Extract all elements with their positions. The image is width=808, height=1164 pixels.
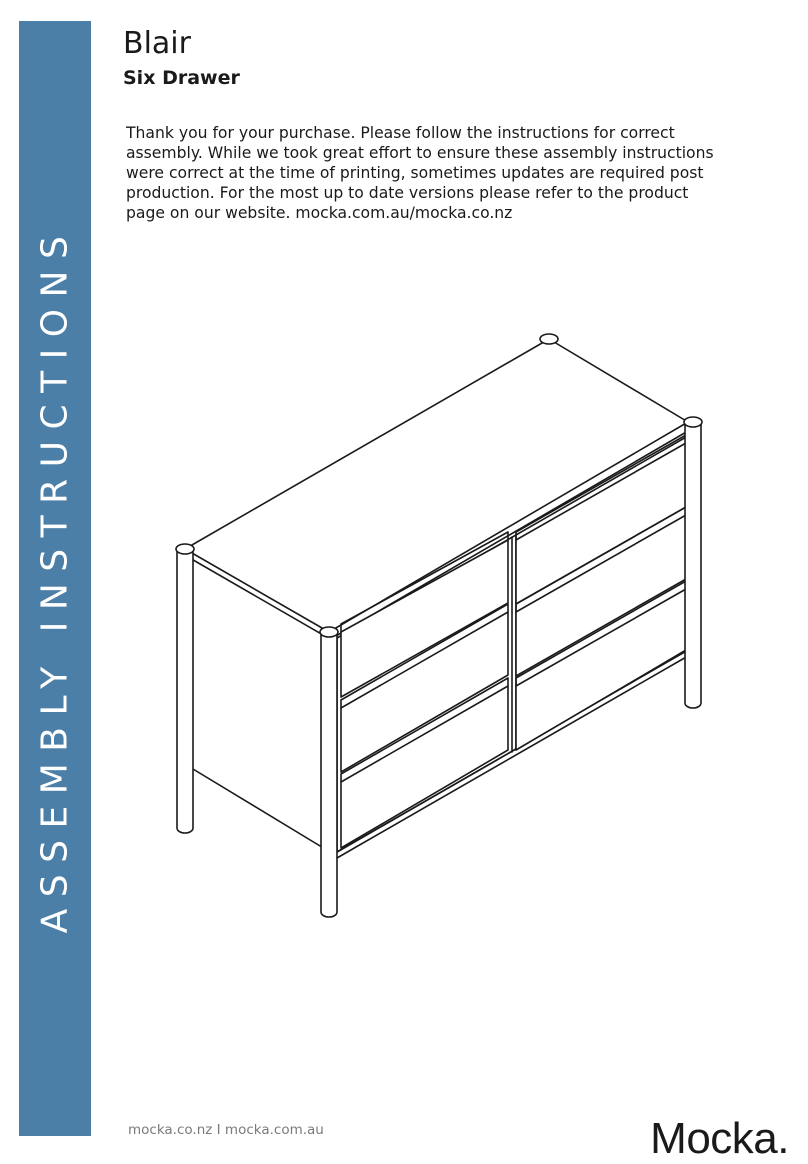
intro-line: assembly. While we took great effort to ensure these assembly instructions — [126, 144, 714, 162]
six-drawer-dresser-icon — [160, 320, 720, 930]
product-title: Blair — [123, 26, 191, 61]
intro-line: page on our website. mocka.com.au/mocka.co.nz — [126, 204, 513, 222]
sidebar-label: ASSEMBLY INSTRUCTIONS — [34, 224, 76, 933]
footer-urls: mocka.co.nz I mocka.com.au — [128, 1122, 324, 1138]
mocka-logo: Mocka. — [650, 1114, 789, 1163]
intro-paragraph — [126, 123, 776, 223]
intro-line: production. For the most up to date versions please refer to the product — [126, 184, 689, 202]
product-subtitle: Six Drawer — [123, 67, 240, 89]
sidebar-banner — [19, 21, 91, 1136]
intro-line: were correct at the time of printing, sometimes updates are required post — [126, 164, 704, 182]
intro-line: Thank you for your purchase. Please follow the instructions for correct — [126, 124, 675, 142]
